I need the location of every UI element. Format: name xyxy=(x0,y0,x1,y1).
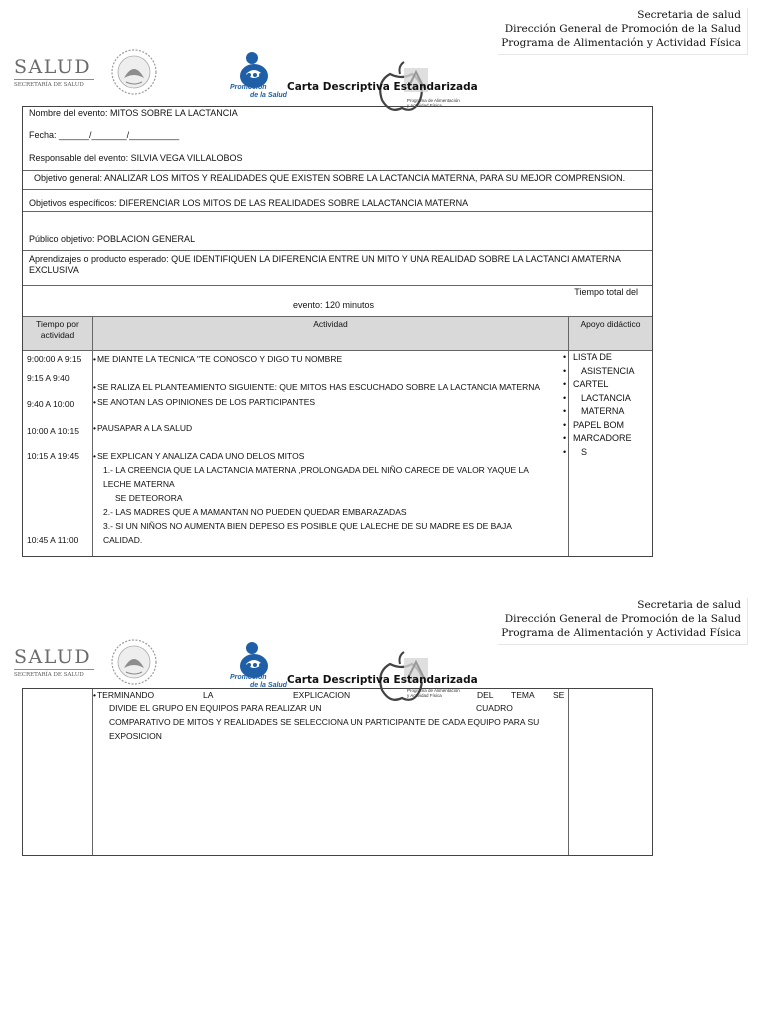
apple-label-line-1: Programa de Alimentación xyxy=(407,98,460,103)
time-slot-4: 10:00 A 10:15 xyxy=(27,426,79,436)
continuation-support-column xyxy=(569,689,652,855)
salud-logo-subtitle-2: SECRETARÍA DE SALUD xyxy=(14,672,84,678)
closing-line-2-a: DIVIDE EL GRUPO EN EQUIPOS PARA REALIZAR UN xyxy=(109,703,322,713)
myth-3-line-2: CALIDAD. xyxy=(103,535,143,545)
closing-line-1-b: LA xyxy=(203,690,214,700)
total-time-value: evento: 120 minutos xyxy=(293,300,375,310)
continuation-time-column xyxy=(23,689,93,855)
support-item-4-cont: • S xyxy=(563,446,635,460)
salud-logo-word-2: SALUD xyxy=(14,646,94,670)
apple-label-line-1-p2: Programa de Alimentación xyxy=(407,688,460,693)
closing-line-1-f: SE xyxy=(553,690,565,700)
salud-logo-2 xyxy=(14,646,94,678)
time-slot-6: 10:45 A 11:00 xyxy=(27,535,79,545)
org-line-3-p2: Programa de Alimentación y Actividad Física xyxy=(501,627,741,639)
activity-3: • SE ANOTAN LAS OPINIONES DE LOS PARTICIPANTES xyxy=(93,397,315,408)
expected-learning xyxy=(23,251,652,286)
org-line-1: Secretaria de salud xyxy=(637,9,741,21)
apple-label-line-2: y Actividad Física xyxy=(407,103,442,108)
myth-1-line-3: SE DETEORORA xyxy=(115,493,183,503)
apple-label-line-2-p2: y Actividad Física xyxy=(407,693,442,698)
descriptive-card-form xyxy=(22,106,653,557)
support-item-1-cont: • ASISTENCIA xyxy=(563,365,635,379)
total-time-label: Tiempo total del xyxy=(574,287,638,297)
promocion-salud-label xyxy=(230,84,287,100)
event-name: Nombre del evento: MITOS SOBRE LA LACTANCIA xyxy=(29,108,238,118)
support-item-2-cont-2: • MATERNA xyxy=(563,405,635,419)
org-line-2-p2: Dirección General de Promoción de la Salud xyxy=(504,613,741,625)
closing-line-1-c: EXPLICACION xyxy=(293,690,351,700)
expected-learning-line-2: EXCLUSIVA xyxy=(29,265,79,275)
continuation-table xyxy=(22,688,653,856)
support-item-2: • CARTEL xyxy=(563,378,635,392)
closing-line-3: COMPARATIVO DE MITOS Y REALIDADES SE SELECCIONA UN PARTICIPANTE DE CADA EQUIPO PARA SU xyxy=(109,717,540,727)
closing-line-1-d: DEL xyxy=(477,690,494,700)
salud-logo-subtitle: SECRETARÍA DE SALUD xyxy=(14,82,84,88)
general-objective: Objetivo general: ANALIZAR LOS MITOS Y REALIDADES QUE EXISTEN SOBRE LA LACTANCIA MATERNA, PARA SU MEJOR COMPRENSION. xyxy=(23,170,652,190)
document-title: Carta Descriptiva Estandarizada xyxy=(287,81,478,93)
column-support: Apoyo didáctico xyxy=(580,319,641,329)
time-slot-3: 9:40 A 10:00 xyxy=(27,399,75,409)
support-item-4: • MARCADORE xyxy=(563,432,635,446)
activity-4: • PAUSAPAR A LA SALUD xyxy=(93,423,192,434)
salud-logo-word: SALUD xyxy=(14,56,94,80)
promo-line-2: de la Salud xyxy=(250,92,287,99)
closing-line-1-e: TEMA xyxy=(511,690,535,700)
event-responsible: Responsable del evento: SILVIA VEGA VILLALOBOS xyxy=(29,153,243,163)
document-title-2: Carta Descriptiva Estandarizada xyxy=(287,674,478,686)
expected-learning-line-1: Aprendizajes o producto esperado: QUE IDENTIFIQUEN LA DIFERENCIA ENTRE UN MITO Y UNA REALIDAD SOBRE LA LACTANCI AMATERNA xyxy=(29,254,621,264)
support-materials-list xyxy=(569,351,635,459)
closing-line-4: EXPOSICION xyxy=(109,731,162,741)
support-column xyxy=(569,351,652,556)
salud-logo xyxy=(14,56,94,88)
time-column xyxy=(23,351,93,556)
org-line-3: Programa de Alimentación y Actividad Física xyxy=(501,37,741,49)
organization-header xyxy=(498,8,748,55)
organization-header-2 xyxy=(498,598,748,645)
page-2 xyxy=(0,590,768,1024)
support-item-2-cont: • LACTANCIA xyxy=(563,392,635,406)
activity-2: • SE RALIZA EL PLANTEAMIENTO SIGUIENTE: QUE MITOS HAS ESCUCHADO SOBRE LA LACTANCIA MATERNA xyxy=(93,382,540,393)
national-seal-icon xyxy=(108,48,160,96)
time-slot-1: 9:00:00 A 9:15 xyxy=(27,354,82,364)
event-info-block xyxy=(23,107,652,170)
continuation-activity-column xyxy=(93,689,569,855)
total-time xyxy=(23,286,652,317)
time-slot-5: 10:15 A 19:45 xyxy=(27,451,79,461)
event-date: Fecha: ______/_______/__________ xyxy=(29,130,180,140)
promo-line-2-p2: de la Salud xyxy=(250,682,287,689)
support-item-3: • PAPEL BOM xyxy=(563,419,635,433)
myth-1-line-1: 1.- LA CREENCIA QUE LA LACTANCIA MATERNA ,PROLONGADA DEL NIÑO CARECE DE VALOR YAQUE LA xyxy=(103,465,529,475)
org-line-1-p2: Secretaria de salud xyxy=(637,599,741,611)
closing-line-2-b: CUADRO xyxy=(476,703,513,713)
promo-line-1: Promoción xyxy=(230,84,267,91)
column-time: Tiempo por actividad xyxy=(23,317,93,350)
closing-line-1-a: • TERMINANDO xyxy=(93,690,154,701)
myth-1-line-2: LECHE MATERNA xyxy=(103,479,175,489)
time-slot-2: 9:15 A 9:40 xyxy=(27,373,70,383)
target-audience: Público objetivo: POBLACION GENERAL xyxy=(23,212,652,251)
myth-3-line-1: 3.- SI UN NIÑOS NO AUMENTA BIEN DEPESO ES POSIBLE QUE LALECHE DE SU MADRE ES DE BAJA xyxy=(103,521,512,531)
activity-table-body xyxy=(23,351,652,556)
support-item-1: • LISTA DE xyxy=(563,351,635,365)
specific-objectives: Objetivos específicos: DIFERENCIAR LOS MITOS DE LAS REALIDADES SOBRE LALACTANCIA MATERNA xyxy=(23,190,652,212)
myth-2: 2.- LAS MADRES QUE A MAMANTAN NO PUEDEN QUEDAR EMBARAZADAS xyxy=(103,507,407,517)
column-activity: Actividad xyxy=(93,317,569,350)
promo-line-1-p2: Promoción xyxy=(230,674,267,681)
org-line-2: Dirección General de Promoción de la Salud xyxy=(504,23,741,35)
national-seal-icon-2 xyxy=(108,638,160,686)
activity-5: • SE EXPLICAN Y ANALIZA CADA UNO DELOS MITOS xyxy=(93,451,304,462)
activity-column xyxy=(93,351,569,556)
activity-1: • ME DIANTE LA TECNICA "TE CONOSCO Y DIGO TU NOMBRE xyxy=(93,354,342,365)
activity-table-header xyxy=(23,317,652,351)
